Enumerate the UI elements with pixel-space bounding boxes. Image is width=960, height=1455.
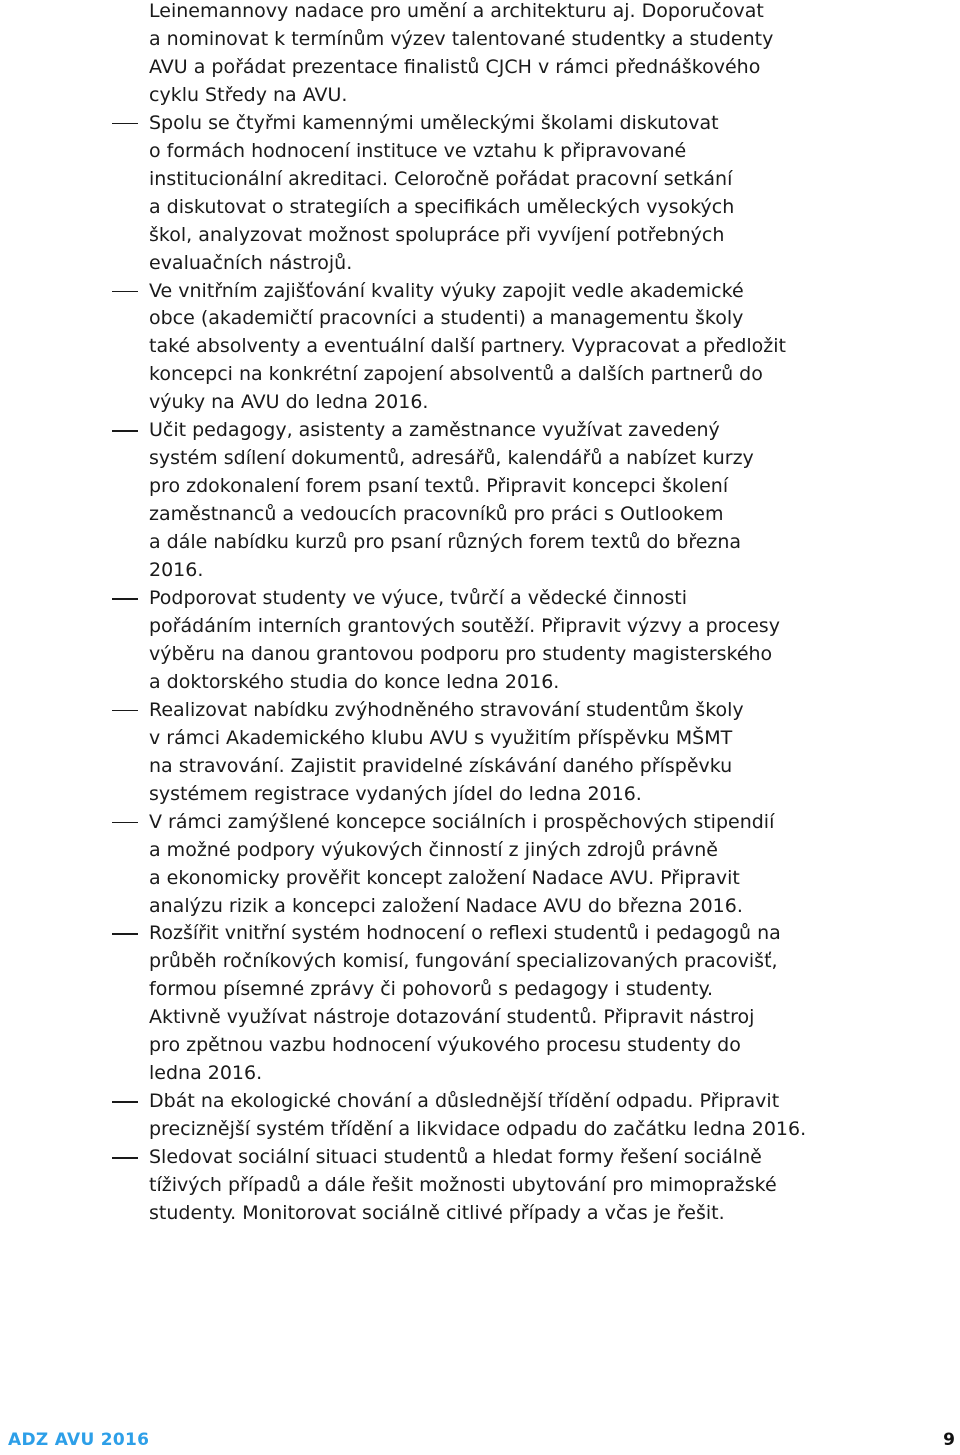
em-dash-bullet [112,1101,138,1103]
list-item [0,1088,849,1144]
list-item [0,585,849,697]
list-item [0,697,849,809]
list-item-text: Dbát na ekologické chování a důslednější třídění odpadu. Připravit preciznější systém třídění a likvidace odpadu do začátku ledna 2016. [149,1090,807,1141]
list-item [0,809,849,921]
em-dash-bullet [112,933,138,935]
em-dash-bullet [112,598,138,600]
em-dash-bullet [112,822,138,824]
list-item-text: Podporovat studenty ve výuce, tvůrčí a vědecké činnosti pořádáním interních grantových soutěží. Připravit výzvy a procesy výběru na danou grantovou podporu pro studenty magisterského a doktorského studia do konce ledna 2016. [149,587,780,693]
list-item-text: Ve vnitřním zajišťování kvality výuky zapojit vedle akademické obce (akademičtí pracovníci a studenti) a managementu školy také absolventy a eventuální další partnery. Vypracovat a předložit koncepci na konkrétní zapojení absolventů a dalších partnerů do výuky na AVU do ledna 2016. [149,279,786,414]
list-item-text: Realizovat nabídku zvýhodněného stravování studentům školy v rámci Akademického klubu AVU s využitím příspěvku MŠMT na stravování. Zajistit pravidelné získávání daného příspěvku systémem registrace vydaných jídel do ledna 2016. [149,698,744,805]
em-dash-bullet [112,123,138,125]
list-item-text: Sledovat sociální situaci studentů a hledat formy řešení sociálně tíživých případů a dále řešit možnosti ubytování pro mimopražské studenty. Monitorovat sociálně citlivé případy a včas je řešit. [149,1146,777,1224]
list-item [0,278,849,418]
footer-title: ADZ AVU 2016 [8,1430,150,1450]
list-item-text: V rámci zamýšlené koncepce sociálních i prospěchových stipendií a možné podpory výukových činností z jiných zdrojů právně a ekonomicky prověřit koncept založení Nadace AVU. Připravit analýzu rizik a koncepci založení Nadace AVU do března 2016. [149,810,775,917]
list-item-text: Učit pedagogy, asistenty a zaměstnance využívat zavedený systém sdílení dokumentů, adresářů, kalendářů a nabízet kurzy pro zdokonalení forem psaní textů. Připravit koncepci školení zaměstnanců a vedoucích pracovníků pro práci s Outlookem a dále nabídku kurzů pro psaní různých forem textů do března 2016. [149,419,754,582]
list-item [0,920,849,1088]
em-dash-bullet [112,710,138,712]
list-item [0,1144,849,1228]
em-dash-bullet [112,1157,138,1159]
list-item-text: Spolu se čtyřmi kamennými uměleckými školami diskutovat o formách hodnocení instituce ve vztahu k připravované institucionální akreditaci. Celoročně pořádat pracovní setkání a diskutovat o strategiích a specifikách uměleckých vysokých škol, analyzovat možnost spolupráce při vyvíjení potřebných evaluačních nástrojů. [149,111,735,274]
list-item [0,110,849,278]
em-dash-bullet [112,291,138,293]
list-item-text: Rozšířit vnitřní systém hodnocení o reflexi studentů i pedagogů na průběh ročníkových komisí, fungování specializovaných pracovišť, formou písemné zprávy či pohovorů s pedagogy i studenty. Aktivně využívat nástroje dotazování studentů. Připravit nástroj pro zpětnou vazbu hodnocení výukového procesu studenty do ledna 2016. [149,922,781,1085]
page-number: 9 [943,1430,955,1450]
em-dash-bullet [112,430,138,432]
list-item [0,417,849,585]
intro-paragraph: Leinemannovy nadace pro umění a architekturu aj. Doporučovat a nominovat k termínům výzev talentované studentky a studenty AVU a pořádat prezentace finalistů CJCH v rámci přednáškového cyklu Středy na AVU. [149,0,774,106]
